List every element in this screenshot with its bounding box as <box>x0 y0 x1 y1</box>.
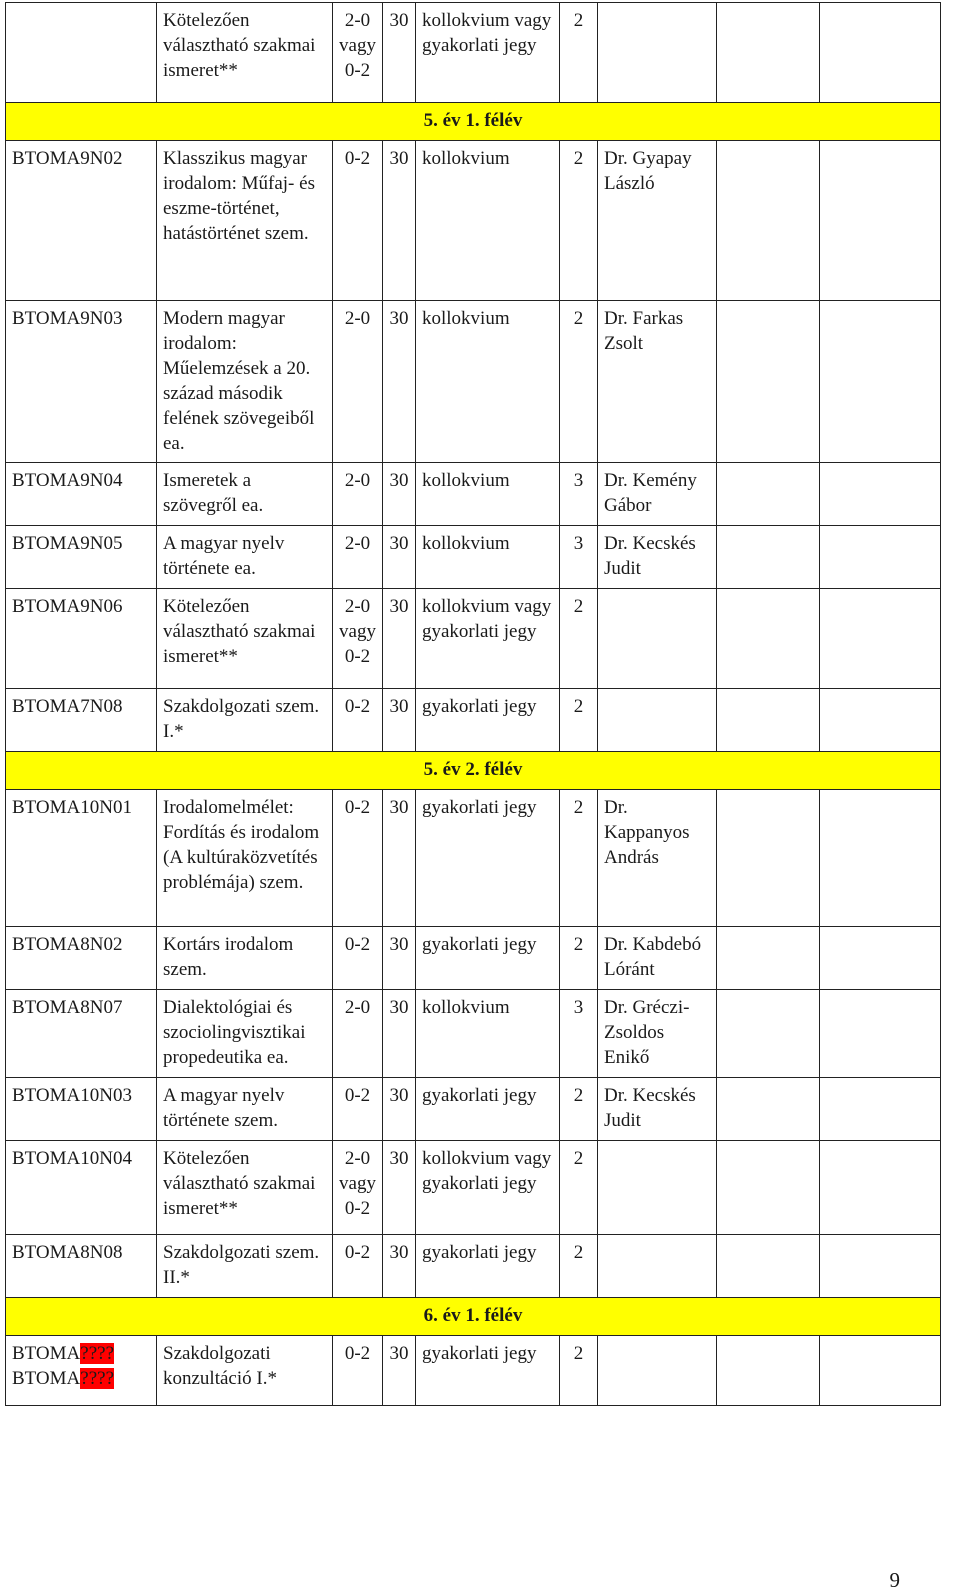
course-credit-cell: 2 <box>560 927 598 990</box>
table-row <box>6 1235 941 1298</box>
course-name-cell: Ismeretek a szövegről ea. <box>157 463 333 526</box>
course-name-cell: Kortárs irodalom szem. <box>157 927 333 990</box>
empty-cell <box>820 301 941 463</box>
code-unknown-marker: ???? <box>80 1368 115 1389</box>
course-name-cell: Kötelezően választható szakmai ismeret** <box>157 589 333 689</box>
course-code-line-2 <box>12 1366 150 1391</box>
course-teacher-cell <box>598 589 717 689</box>
curriculum-body <box>6 3 941 1336</box>
empty-cell <box>717 927 820 990</box>
course-credit-cell: 3 <box>560 526 598 589</box>
empty-cell <box>820 990 941 1078</box>
empty-cell <box>717 301 820 463</box>
course-name-cell: Szakdolgozati szem. II.* <box>157 1235 333 1298</box>
semester-label: 5. év 1. félév <box>6 103 941 141</box>
course-name-cell: Modern magyar irodalom: Műelemzések a 20. század második felének szövegeiből ea. <box>157 301 333 463</box>
empty-cell <box>820 526 941 589</box>
course-name-cell: Szakdolgozati szem. I.* <box>157 689 333 752</box>
empty-cell <box>717 1336 820 1406</box>
course-exam-cell: kollokvium <box>416 301 560 463</box>
table-row <box>6 3 941 103</box>
empty-cell <box>717 1235 820 1298</box>
course-exam-cell: kollokvium <box>416 463 560 526</box>
course-ratio-cell: 0-2 <box>333 1235 383 1298</box>
course-credit-cell: 2 <box>560 301 598 463</box>
course-credit-cell: 2 <box>560 1336 598 1406</box>
page-number: 9 <box>889 1568 900 1592</box>
code-prefix: BTOMA <box>12 1368 81 1389</box>
table-row <box>6 990 941 1078</box>
empty-cell <box>820 1235 941 1298</box>
course-code-cell: BTOMA8N08 <box>6 1235 157 1298</box>
course-credit-cell: 2 <box>560 1078 598 1141</box>
empty-cell <box>820 589 941 689</box>
course-hours-cell: 30 <box>383 927 416 990</box>
course-code-cell: BTOMA9N04 <box>6 463 157 526</box>
course-credit-cell: 3 <box>560 463 598 526</box>
course-code-cell: BTOMA9N02 <box>6 141 157 301</box>
course-credit-cell: 2 <box>560 141 598 301</box>
empty-cell <box>717 589 820 689</box>
course-hours-cell: 30 <box>383 1141 416 1235</box>
course-teacher-cell: Dr. Kemény Gábor <box>598 463 717 526</box>
course-hours-cell: 30 <box>383 1235 416 1298</box>
table-row <box>6 463 941 526</box>
semester-label: 6. év 1. félév <box>6 1298 941 1336</box>
table-row <box>6 790 941 927</box>
empty-cell <box>717 141 820 301</box>
course-ratio-cell: 2-0 vagy 0-2 <box>333 1141 383 1235</box>
course-ratio-cell: 2-0 vagy 0-2 <box>333 3 383 103</box>
table-row <box>6 589 941 689</box>
course-ratio-cell: 2-0 <box>333 990 383 1078</box>
course-teacher-cell <box>598 1235 717 1298</box>
course-ratio-cell: 0-2 <box>333 1078 383 1141</box>
course-name-cell: A magyar nyelv története szem. <box>157 1078 333 1141</box>
empty-cell <box>820 927 941 990</box>
table-row <box>6 301 941 463</box>
course-hours-cell: 30 <box>383 589 416 689</box>
empty-cell <box>820 1078 941 1141</box>
course-exam-cell: kollokvium <box>416 141 560 301</box>
course-name-cell: Irodalomelmélet: Fordítás és irodalom (A kultúraközvetítés problémája) szem. <box>157 790 333 927</box>
semester-header-row <box>6 752 941 790</box>
empty-cell <box>717 463 820 526</box>
course-teacher-cell <box>598 1336 717 1406</box>
course-teacher-cell: Dr. Gréczi-Zsoldos Enikő <box>598 990 717 1078</box>
course-code-line-1 <box>12 1341 150 1366</box>
semester-label: 5. év 2. félév <box>6 752 941 790</box>
table-row <box>6 927 941 990</box>
course-exam-cell: kollokvium vagy gyakorlati jegy <box>416 3 560 103</box>
course-code-cell: BTOMA9N03 <box>6 301 157 463</box>
table-row <box>6 1078 941 1141</box>
course-ratio-cell: 0-2 <box>333 141 383 301</box>
course-teacher-cell <box>598 3 717 103</box>
course-code-cell: BTOMA8N02 <box>6 927 157 990</box>
course-hours-cell: 30 <box>383 463 416 526</box>
code-unknown-marker: ???? <box>80 1343 115 1364</box>
course-teacher-cell: Dr. Kabdebó Lóránt <box>598 927 717 990</box>
empty-cell <box>717 1141 820 1235</box>
empty-cell <box>820 3 941 103</box>
course-ratio-cell: 2-0 <box>333 463 383 526</box>
table-row <box>6 526 941 589</box>
course-exam-cell: kollokvium vagy gyakorlati jegy <box>416 589 560 689</box>
course-name-cell: Klasszikus magyar irodalom: Műfaj- és eszme-történet, hatástörténet szem. <box>157 141 333 301</box>
course-ratio-cell: 0-2 <box>333 689 383 752</box>
table-row-thesis-consultation <box>6 1336 941 1406</box>
course-teacher-cell <box>598 1141 717 1235</box>
course-exam-cell: gyakorlati jegy <box>416 1235 560 1298</box>
course-teacher-cell: Dr. Kecskés Judit <box>598 526 717 589</box>
course-hours-cell: 30 <box>383 1078 416 1141</box>
semester-header-row <box>6 103 941 141</box>
course-code-cell <box>6 1336 157 1406</box>
empty-cell <box>717 3 820 103</box>
table-row <box>6 1141 941 1235</box>
empty-cell <box>820 463 941 526</box>
course-credit-cell: 2 <box>560 589 598 689</box>
course-exam-cell: kollokvium vagy gyakorlati jegy <box>416 1141 560 1235</box>
course-hours-cell: 30 <box>383 301 416 463</box>
course-teacher-cell <box>598 689 717 752</box>
course-name-cell: Kötelezően választható szakmai ismeret** <box>157 3 333 103</box>
course-code-cell <box>6 3 157 103</box>
course-credit-cell: 2 <box>560 790 598 927</box>
course-exam-cell: gyakorlati jegy <box>416 1336 560 1406</box>
course-ratio-cell: 0-2 <box>333 790 383 927</box>
empty-cell <box>717 526 820 589</box>
empty-cell <box>820 689 941 752</box>
course-code-cell: BTOMA7N08 <box>6 689 157 752</box>
course-ratio-cell: 2-0 <box>333 301 383 463</box>
code-prefix: BTOMA <box>12 1343 81 1364</box>
course-teacher-cell: Dr. Kappanyos András <box>598 790 717 927</box>
course-credit-cell: 2 <box>560 3 598 103</box>
course-exam-cell: gyakorlati jegy <box>416 689 560 752</box>
empty-cell <box>717 689 820 752</box>
course-hours-cell: 30 <box>383 526 416 589</box>
course-teacher-cell: Dr. Farkas Zsolt <box>598 301 717 463</box>
course-credit-cell: 3 <box>560 990 598 1078</box>
course-code-cell: BTOMA10N04 <box>6 1141 157 1235</box>
course-hours-cell: 30 <box>383 1336 416 1406</box>
course-credit-cell: 2 <box>560 689 598 752</box>
course-hours-cell: 30 <box>383 3 416 103</box>
course-exam-cell: gyakorlati jegy <box>416 927 560 990</box>
curriculum-table <box>5 2 941 1406</box>
course-hours-cell: 30 <box>383 990 416 1078</box>
course-exam-cell: gyakorlati jegy <box>416 790 560 927</box>
course-credit-cell: 2 <box>560 1235 598 1298</box>
course-name-cell: Szakdolgozati konzultáció I.* <box>157 1336 333 1406</box>
course-hours-cell: 30 <box>383 689 416 752</box>
curriculum-last-body <box>6 1336 941 1406</box>
course-hours-cell: 30 <box>383 141 416 301</box>
course-name-cell: A magyar nyelv története ea. <box>157 526 333 589</box>
course-ratio-cell: 0-2 <box>333 927 383 990</box>
course-code-cell: BTOMA9N06 <box>6 589 157 689</box>
empty-cell <box>820 141 941 301</box>
table-row <box>6 141 941 301</box>
course-exam-cell: kollokvium <box>416 526 560 589</box>
empty-cell <box>820 1141 941 1235</box>
course-code-cell: BTOMA10N01 <box>6 790 157 927</box>
course-ratio-cell: 2-0 vagy 0-2 <box>333 589 383 689</box>
empty-cell <box>717 1078 820 1141</box>
course-teacher-cell: Dr. Kecskés Judit <box>598 1078 717 1141</box>
course-exam-cell: gyakorlati jegy <box>416 1078 560 1141</box>
table-row <box>6 689 941 752</box>
course-hours-cell: 30 <box>383 790 416 927</box>
course-code-cell: BTOMA10N03 <box>6 1078 157 1141</box>
course-ratio-cell: 2-0 <box>333 526 383 589</box>
semester-header-row <box>6 1298 941 1336</box>
course-code-cell: BTOMA8N07 <box>6 990 157 1078</box>
empty-cell <box>717 790 820 927</box>
course-ratio-cell: 0-2 <box>333 1336 383 1406</box>
course-exam-cell: kollokvium <box>416 990 560 1078</box>
course-name-cell: Dialektológiai és szociolingvisztikai propedeutika ea. <box>157 990 333 1078</box>
course-teacher-cell: Dr. Gyapay László <box>598 141 717 301</box>
empty-cell <box>820 1336 941 1406</box>
course-credit-cell: 2 <box>560 1141 598 1235</box>
empty-cell <box>717 990 820 1078</box>
empty-cell <box>820 790 941 927</box>
course-name-cell: Kötelezően választható szakmai ismeret** <box>157 1141 333 1235</box>
course-code-cell: BTOMA9N05 <box>6 526 157 589</box>
